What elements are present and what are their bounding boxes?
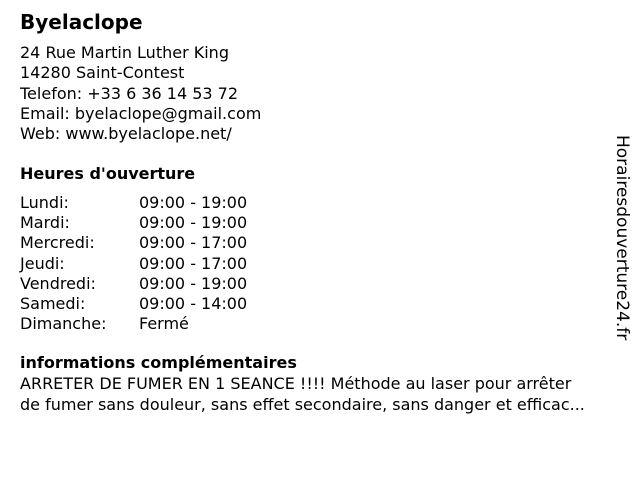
- email-address: Email: byelaclope@gmail.com: [20, 103, 262, 123]
- day-label: Mercredi:: [20, 233, 95, 253]
- website: Web: www.byelaclope.net/: [20, 124, 232, 144]
- time-range: Fermé: [139, 314, 189, 334]
- city-address: 14280 Saint-Contest: [20, 63, 185, 83]
- business-name: Byelaclope: [20, 10, 143, 34]
- info-heading: informations complémentaires: [20, 353, 297, 372]
- day-label: Mardi:: [20, 213, 70, 233]
- info-line: ARRETER DE FUMER EN 1 SEANCE !!!! Méthode au laser pour arrêter: [20, 374, 572, 393]
- contact-block: [20, 43, 261, 144]
- street-address: 24 Rue Martin Luther King: [20, 43, 229, 62]
- phone-number: Telefon: +33 6 36 14 53 72: [20, 83, 239, 103]
- day-label: Jeudi:: [20, 253, 65, 273]
- day-label: Lundi:: [20, 193, 69, 212]
- time-range: 09:00 - 14:00: [139, 293, 248, 313]
- time-range: 09:00 - 17:00: [139, 233, 248, 253]
- day-label: Samedi:: [20, 293, 86, 313]
- site-watermark: Horairesdouverture24.fr: [612, 135, 632, 341]
- day-label: Dimanche:: [20, 314, 107, 334]
- time-range: 09:00 - 19:00: [139, 193, 248, 212]
- hours-heading: Heures d'ouverture: [20, 164, 196, 183]
- info-line: de fumer sans douleur, sans effet secondaire, sans danger et efficac...: [20, 395, 585, 414]
- time-range: 09:00 - 17:00: [139, 253, 248, 273]
- info-description: [20, 373, 635, 415]
- day-label: Vendredi:: [20, 273, 96, 293]
- time-range: 09:00 - 19:00: [139, 273, 248, 293]
- time-range: 09:00 - 19:00: [139, 213, 248, 233]
